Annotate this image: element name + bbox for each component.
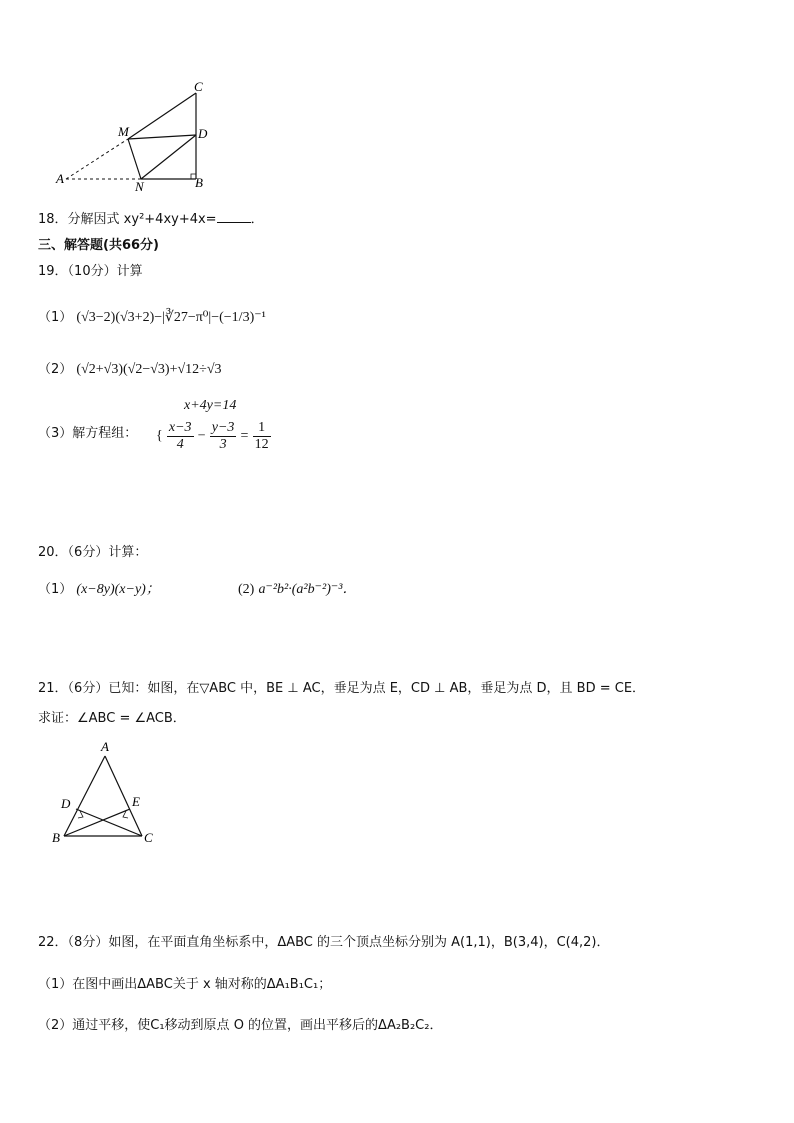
- fraction-a: $\frac{x-3}{4}$: [168, 420, 192, 452]
- label-a: A: [56, 171, 64, 186]
- q21-line2: 求证：∠ABC = ∠ACB．: [38, 711, 186, 726]
- q19-part1: [38, 306, 266, 326]
- answer-blank: [217, 212, 251, 223]
- figure-mdn: [50, 75, 220, 195]
- q19-p3-eq1: x+4y=14: [184, 398, 237, 413]
- q22-part2: （2）通过平移，使C₁移动到原点 O 的位置，画出平移后的ΔA₂B₂C₂．: [38, 1018, 443, 1033]
- fraction-c: $\frac{1}{12}$: [254, 420, 269, 452]
- q21-line1: 21．（6分）已知：如图，在▽ABC 中，BE ⊥ AC，垂足为点 E，CD ⊥ AB，垂足为点 D，且 BD = CE．: [38, 681, 646, 696]
- label-b: B: [52, 830, 60, 845]
- q19-p1-label: （1）: [38, 310, 73, 325]
- q22-line1: 22．（8分）如图，在平面直角坐标系中，ΔABC 的三个顶点坐标分别为 A(1,1)，B(3,4)，C(4,2)．: [38, 935, 610, 950]
- q18-text: 分解因式 xy²+4xy+4x=: [67, 212, 217, 227]
- label-d: D: [61, 796, 71, 811]
- label-c: C: [194, 79, 203, 94]
- question-18: [38, 208, 264, 227]
- q20-header: 20．（6分）计算：: [38, 545, 148, 560]
- q20-part1: （1） (x−8y)(x−y)；: [38, 582, 160, 597]
- section-title: 三、解答题(共66分): [38, 238, 159, 253]
- segment-md: [128, 135, 196, 139]
- brace: {: [156, 428, 163, 444]
- q19-p1-expr: (√3−2)(√3+2)−|∛27−π⁰|−(−1/3)⁻¹: [76, 310, 266, 325]
- segment-mn: [128, 139, 141, 179]
- q19-p3-eq2: { $\frac{x-3}{4}$ − $\frac{y-3}{3}$ = $\frac{1}{12}$: [156, 420, 269, 452]
- label-m: M: [118, 124, 129, 139]
- segment-be: [64, 809, 130, 836]
- q19-part2: [38, 358, 222, 378]
- q20-part2: (2) a⁻²b²·(a²b⁻²)⁻³．: [238, 582, 357, 597]
- label-d: D: [198, 126, 208, 141]
- q18-tail: ．: [250, 212, 264, 227]
- label-a: A: [101, 739, 109, 754]
- label-b: B: [195, 175, 203, 190]
- label-e: E: [132, 794, 140, 809]
- q19-header: 19．（10分）计算: [38, 264, 143, 279]
- q19-p2-label: （2）: [38, 362, 73, 377]
- fraction-b: $\frac{y-3}{3}$: [211, 420, 235, 452]
- segment-am-dashed: [66, 139, 128, 179]
- segment-mc: [128, 93, 196, 139]
- label-n: N: [135, 179, 144, 194]
- label-c: C: [144, 830, 153, 845]
- q18-number: 18．: [38, 212, 68, 227]
- q19-p3-label: （3）解方程组：: [38, 426, 138, 441]
- q22-part1: （1）在图中画出ΔABC关于 x 轴对称的ΔA₁B₁C₁；: [38, 977, 332, 992]
- q19-p2-expr: (√2+√3)(√2−√3)+√12÷√3: [76, 362, 222, 377]
- figure-triangle-abc: [48, 736, 168, 851]
- segment-cd: [76, 809, 142, 836]
- segment-nd: [141, 135, 196, 179]
